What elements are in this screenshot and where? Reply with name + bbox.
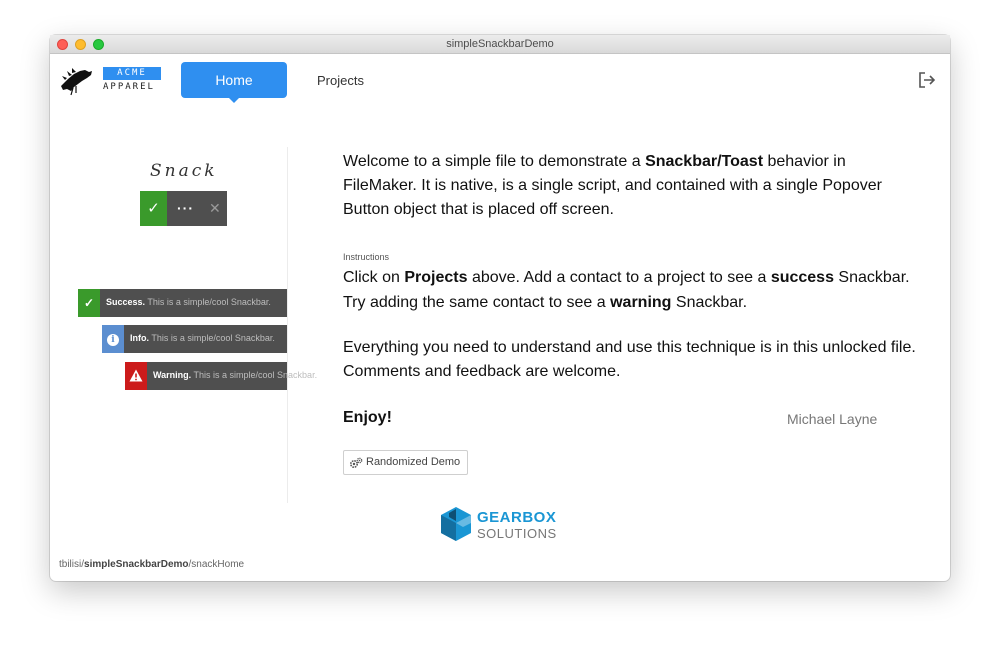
randomized-demo-button[interactable] bbox=[343, 450, 468, 475]
panel-divider bbox=[287, 147, 288, 503]
randomized-demo-label: Randomized Demo bbox=[366, 456, 461, 468]
app-window bbox=[50, 35, 950, 581]
info-toast-text: Info. This is a simple/cool Snackbar. bbox=[130, 333, 275, 343]
instructions-label: Instructions bbox=[343, 252, 390, 262]
raven-logo-icon bbox=[58, 66, 98, 98]
warning-toast bbox=[125, 362, 318, 390]
nav-home-caret bbox=[228, 97, 240, 103]
solutions-text: SOLUTIONS bbox=[477, 526, 557, 541]
logo-apparel-text: APPAREL bbox=[103, 82, 155, 92]
enjoy-text: Enjoy! bbox=[343, 409, 392, 426]
acme-apparel-logo bbox=[58, 66, 158, 98]
info-toast bbox=[102, 325, 287, 353]
instructions-paragraph: Click on Projects above. Add a contact to a project to see a success Snackbar. Try adding the same contact to see a warning Snackbar. bbox=[343, 269, 910, 311]
checkmark-icon: ✓ bbox=[78, 289, 100, 317]
demo-snackbar bbox=[140, 191, 227, 226]
success-toast bbox=[78, 289, 287, 317]
logo-acme-text: ACME bbox=[103, 67, 161, 80]
info-icon: i bbox=[102, 325, 124, 353]
demo-snackbar-body bbox=[167, 191, 227, 226]
gearbox-solutions-logo bbox=[439, 505, 564, 547]
ellipsis-icon: ··· bbox=[177, 200, 194, 216]
snack-title: Snack bbox=[150, 161, 218, 181]
gears-icon bbox=[349, 457, 363, 469]
gearbox-text: GEARBOX bbox=[477, 509, 557, 526]
success-toast-text: Success. This is a simple/cool Snackbar. bbox=[106, 297, 271, 307]
closing-paragraph: Everything you need to understand and use this technique is in this unlocked file. Comments and feedback are welcome. bbox=[343, 339, 916, 380]
nav-projects-button[interactable]: Projects bbox=[317, 73, 364, 88]
gearbox-logo-icon bbox=[439, 505, 473, 547]
logout-icon[interactable] bbox=[917, 71, 937, 89]
close-icon[interactable]: ✕ bbox=[209, 200, 221, 216]
warning-icon bbox=[125, 362, 147, 390]
warning-toast-text: Warning. This is a simple/cool Snackbar. bbox=[153, 370, 318, 380]
nav-home-button[interactable]: Home bbox=[181, 62, 287, 98]
checkmark-icon: ✓ bbox=[140, 191, 167, 226]
title-bar[interactable] bbox=[50, 35, 950, 54]
window-title: simpleSnackbarDemo bbox=[446, 38, 554, 50]
intro-paragraph: Welcome to a simple file to demonstrate a Snackbar/Toast behavior in FileMaker. It is native, is a single script, and contained with a single Popover Button object that is placed off screen. bbox=[343, 153, 882, 218]
author-name: Michael Layne bbox=[787, 411, 878, 427]
file-path: tbilisi/simpleSnackbarDemo/snackHome bbox=[59, 559, 245, 570]
